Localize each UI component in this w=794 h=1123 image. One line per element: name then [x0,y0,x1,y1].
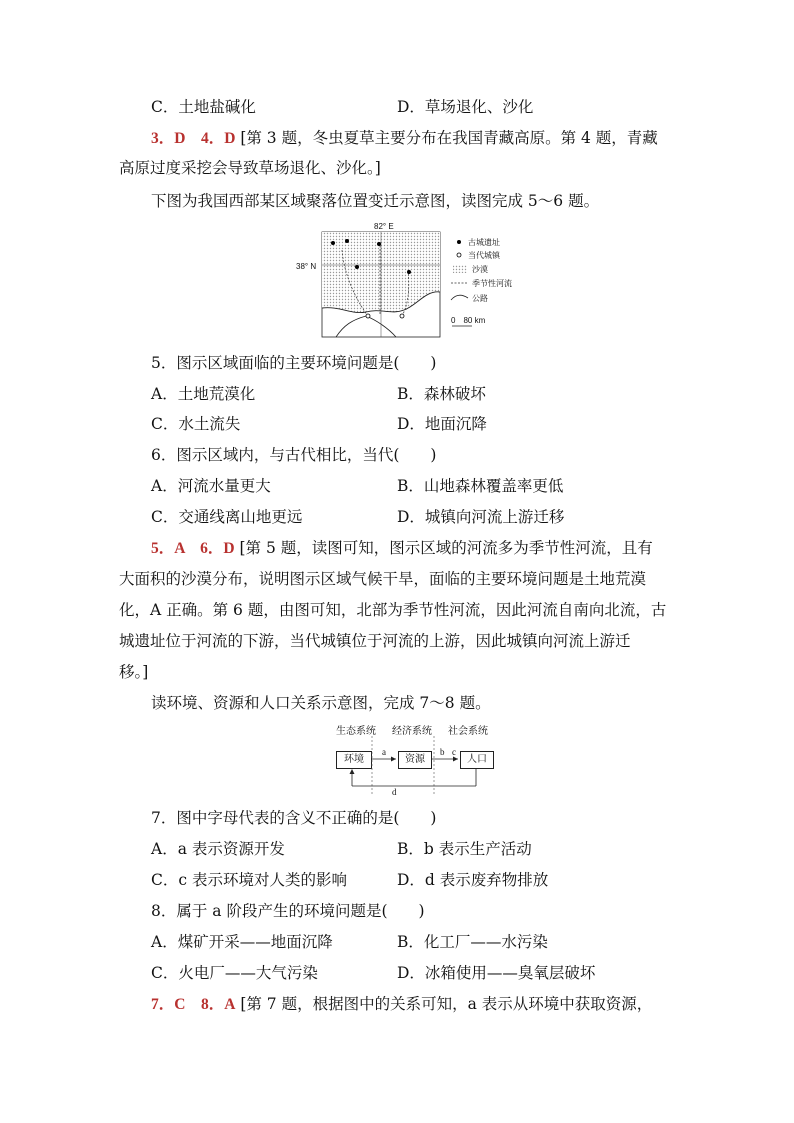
q8-option-d: D．冰箱使用——臭氧层破坏 [397,964,596,982]
system-label: 经济系统 [392,726,432,737]
explanation-line: 城遗址位于河流的下游，当代城镇位于河流的上游，因此城镇向河流上游迁 [119,632,631,650]
ancient-city-dot [407,270,411,274]
legend-ancient-icon [457,240,461,244]
legend-ancient: 古城遗址 [468,238,500,247]
question-8-stem: 8．属于 a 阶段产生的环境问题是( ) [151,902,425,920]
intro-5-6: 下图为我国西部某区域聚落位置变迁示意图，读图完成 5～6 题。 [151,192,600,210]
explanation-line: 大面积的沙漠分布，说明图示区域气候干旱，面临的主要环境问题是土地荒漠 [119,570,647,588]
label-a: a [382,747,386,757]
q8-option-b: B．化工厂——水污染 [397,933,548,951]
explanation-line: [第 7 题，根据图中的关系可知，a 表示从环境中获取资源， [240,995,653,1013]
explanation-line: [第 5 题，读图可知，图示区域的河流多为季节性河流，且有 [239,539,653,557]
intro-7-8: 读环境、资源和人口关系示意图，完成 7～8 题。 [151,694,491,712]
q6-option-b: B．山地森林覆盖率更低 [397,477,564,495]
explanation-line: [第 3 题，冬虫夏草主要分布在我国青藏高原。第 4 题，青藏 [240,129,658,147]
settlement-map [296,220,526,340]
answer-3-4 [151,128,658,149]
scale-label: 0 80 km [451,316,486,325]
ancient-city-dot [331,241,335,245]
answer-7-8 [151,994,652,1015]
q7-option-b: B．b 表示生产活动 [397,840,532,858]
option-c: C．土地盐碱化 [151,98,256,116]
legend-desert: 沙漠 [472,265,488,274]
legend-river: 季节性河流 [472,279,512,288]
latitude-label: 38° N [296,262,317,271]
q6-option-c: C．交通线离山地更远 [151,508,303,526]
explanation-line: 高原过度采挖会导致草场退化、沙化。] [119,159,381,177]
q8-option-c: C．火电厂——大气污染 [151,964,318,982]
legend-modern-icon [457,253,461,257]
answer-5-6 [151,538,653,559]
q5-option-c: C．水土流失 [151,415,241,433]
label-b: b [440,747,445,757]
system-label: 社会系统 [448,726,488,737]
box-environment: 环境 [336,751,372,769]
legend-modern: 当代城镇 [468,251,500,260]
question-7-stem: 7．图中字母代表的含义不正确的是( ) [151,809,437,827]
q5-option-a: A．土地荒漠化 [151,385,256,403]
label-d: d [392,787,397,797]
modern-town-dot [366,314,370,318]
system-label: 生态系统 [336,726,376,737]
box-resource: 资源 [398,751,432,769]
box-population: 人口 [460,751,494,769]
q7-option-c: C．c 表示环境对人类的影响 [151,871,347,889]
answer-key: 7．C 8．A [151,996,236,1013]
label-c: c [452,747,456,757]
legend-road-icon [451,295,468,300]
option-d: D．草场退化、沙化 [397,98,534,116]
q6-option-d: D．城镇向河流上游迁移 [397,508,565,526]
explanation-line: 化，A 正确。第 6 题，由图可知，北部为季节性河流，因此河流自南向北流，古 [119,601,667,619]
q5-option-b: B．森林破坏 [397,385,486,403]
question-5-stem: 5．图示区域面临的主要环境问题是( ) [151,354,437,372]
longitude-label: 82° E [374,222,394,231]
q6-option-a: A．河流水量更大 [151,477,271,495]
explanation-line: 移。] [119,663,149,681]
answer-key: 3．D 4．D [151,130,236,147]
modern-town-dot [400,314,404,318]
answer-key: 5．A 6．D [151,540,235,557]
q8-option-a: A．煤矿开采——地面沉降 [151,933,333,951]
ancient-city-dot [377,242,381,246]
q7-option-d: D．d 表示废弃物排放 [397,871,549,889]
ancient-city-dot [355,265,359,269]
diagram-arrows [330,722,500,800]
ancient-city-dot [345,239,349,243]
legend-desert-icon [453,265,467,273]
question-6-stem: 6．图示区域内，与古代相比，当代( ) [151,446,437,464]
legend-road: 公路 [472,294,488,303]
relationship-diagram [330,722,500,800]
q5-option-d: D．地面沉降 [397,415,487,433]
q7-option-a: A．a 表示资源开发 [151,840,285,858]
